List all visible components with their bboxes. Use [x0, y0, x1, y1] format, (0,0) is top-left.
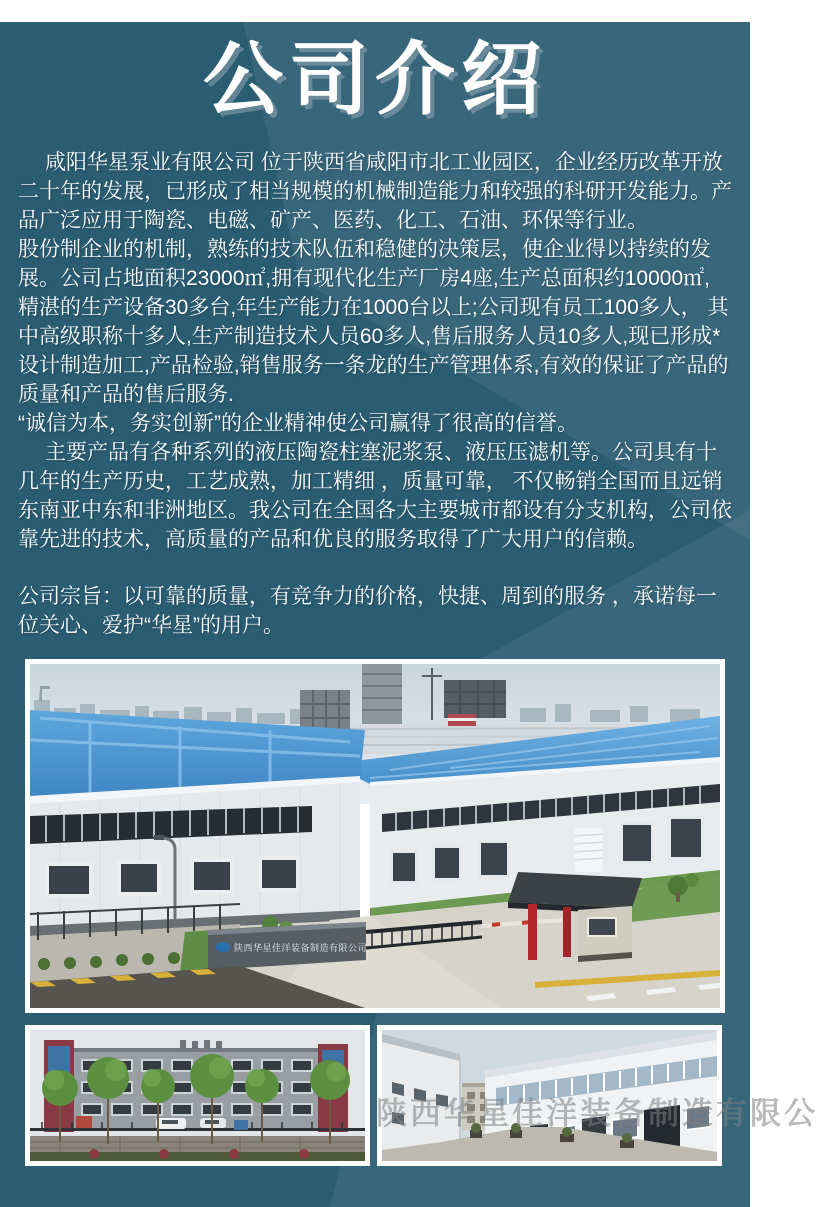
office-building-illustration [30, 1030, 365, 1161]
intro-paragraph: 主要产品有各种系列的液压陶瓷柱塞泥浆泵、液压压滤机等。公司具有十几年的生产历史，工艺成熟，加工精细 ，质量可靠， 不仅畅销全国而且远销东南亚中东和非洲地区。我公司在全国各大主要城市都设有分支机构，公司依靠先进的技术，高质量的产品和优良的服务取得了广大用户的信赖。 [18, 441, 732, 551]
gate-sign-text: 陕西华星佳洋装备制造有限公司 [234, 943, 368, 953]
dark-slab-building [444, 680, 506, 718]
booth-canopy [508, 872, 642, 908]
top-white-strip [0, 0, 750, 22]
iron-fence [30, 1128, 365, 1131]
stone-wall [30, 1136, 365, 1152]
intro-paragraph: 股份制企业的机制，熟练的技术队伍和稳健的决策层，使企业得以持续的发展。公司占地面积23000㎡,拥有现代化生产厂房4座,生产总面积约10000㎡, 精湛的生产设备30多台,年生产能力在1000台以上;公司现有员工100多人， 其中高级职称十多人,生产制造技术人员60多人,售后服务人员10多人,现已形成*设计制造加工,产品检验,销售服务一条龙的生产管理体系,有效的保证了产品的质量和产品的售后服务. [18, 238, 729, 406]
left-warehouse [30, 710, 365, 936]
booth-red-pillar [528, 904, 537, 960]
ground-strip [30, 1152, 365, 1161]
intro-paragraph: “诚信为本，务实创新”的企业精神使公司赢得了很高的信誉。 [18, 412, 578, 435]
booth-window [588, 918, 616, 936]
blue-sign [234, 1120, 248, 1130]
factory-aerial-photo [25, 659, 725, 1013]
mission-paragraph: 公司宗旨：以可靠的质量，有竞争力的价格，快捷、周到的服务 ，承诺每一位关心、爱护“华星”的用户。 [18, 585, 717, 637]
office-building-photo [25, 1025, 370, 1166]
workshop-photo [376, 1025, 818, 1166]
booth-red-pillar [563, 907, 571, 957]
intro-text-block [18, 148, 732, 640]
factory-aerial-illustration [30, 664, 720, 1008]
workshop-illustration [382, 1030, 717, 1161]
photo-watermark-text: 陕西华星佳洋装备制造有限公 [376, 1095, 818, 1131]
gate-sign-logo [216, 942, 230, 952]
red-banner-sign [76, 1116, 92, 1128]
page-title: 公司介绍 [203, 35, 547, 124]
intro-paragraph: 咸阳华星泵业有限公司 位于陕西省咸阳市北工业园区，企业经历改革开放二十年的发展，已形成了相当规模的机械制造能力和较强的科研开发能力。产品广泛应用于陶瓷、电磁、矿产、医药、化工、石油、环保等行业。 [18, 151, 732, 232]
left-warehouse-wall [30, 782, 360, 926]
lamp-head [154, 835, 164, 840]
